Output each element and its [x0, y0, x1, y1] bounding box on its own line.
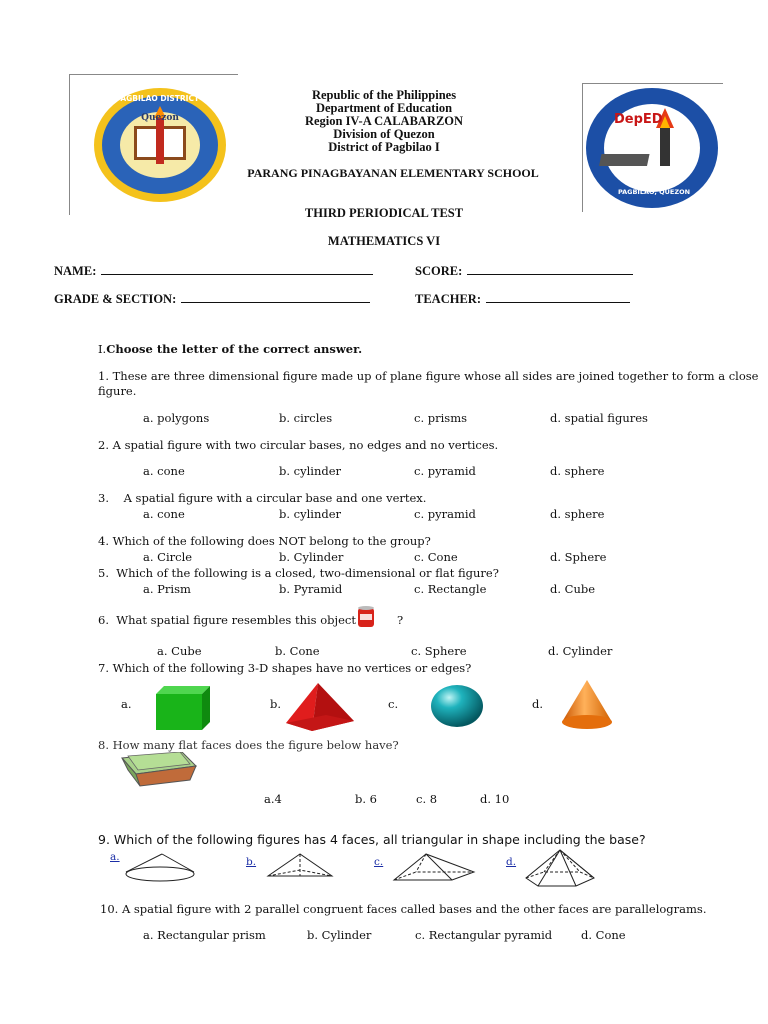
teacher-line[interactable]	[486, 292, 630, 303]
grade-section-line[interactable]	[181, 292, 370, 303]
header-line-deped: Department of Education	[315, 101, 453, 115]
question-4: 4. Which of the following does NOT belong to the group?	[98, 534, 431, 548]
q9-option-c-link[interactable]: c.	[374, 856, 384, 868]
q3-option-a[interactable]: a. cone	[143, 507, 185, 521]
q1-option-c[interactable]: c. prisms	[414, 411, 467, 425]
q4-option-b[interactable]: b. Cylinder	[279, 550, 344, 564]
q8-option-a[interactable]: a.4	[264, 792, 282, 806]
score-label: SCORE:	[415, 264, 463, 278]
question-6-end: ?	[397, 613, 404, 627]
question-7: 7. Which of the following 3-D shapes have no vertices or edges?	[98, 661, 472, 675]
orange-cone-icon[interactable]	[560, 680, 612, 730]
header-line-region: Region IV-A CALABARZON	[304, 114, 464, 128]
q8-option-d[interactable]: d. 10	[480, 792, 510, 806]
instruction-number: I.	[98, 342, 107, 356]
q1-option-d[interactable]: d. spatial figures	[550, 411, 648, 425]
q6-option-c[interactable]: c. Sphere	[411, 644, 467, 658]
q5-option-d[interactable]: d. Cube	[550, 582, 596, 596]
school-seal-bottom-text: PAGBILAO, QUEZON	[617, 188, 691, 196]
name-field[interactable]	[54, 260, 373, 279]
score-field[interactable]	[415, 260, 633, 279]
tray-figure-icon	[120, 752, 198, 788]
question-8: 8. How many flat faces does the figure below have?	[98, 738, 399, 752]
question-3: 3. A spatial figure with a circular base and one vertex.	[98, 491, 427, 505]
test-title: THIRD PERIODICAL TEST	[304, 206, 464, 220]
q7-option-a-label[interactable]: a.	[121, 697, 132, 711]
school-seal-center-text: DepED	[614, 112, 663, 127]
soda-can-icon	[354, 605, 380, 629]
instruction-text: Choose the letter of the correct answer.	[106, 342, 363, 356]
q10-option-b[interactable]: b. Cylinder	[307, 928, 372, 942]
square-pyramid-outline-icon[interactable]	[392, 852, 476, 884]
question-1-cont: figure.	[98, 384, 137, 398]
q2-option-d[interactable]: d. sphere	[550, 464, 605, 478]
score-line[interactable]	[467, 264, 633, 275]
red-pyramid-icon[interactable]	[286, 683, 354, 731]
q6-option-a[interactable]: a. Cube	[157, 644, 202, 658]
instruction	[98, 342, 362, 356]
q10-option-d[interactable]: d. Cone	[581, 928, 626, 942]
q10-option-a[interactable]: a. Rectangular prism	[143, 928, 266, 942]
green-cube-icon[interactable]	[154, 686, 212, 730]
q8-option-b[interactable]: b. 6	[355, 792, 377, 806]
q9-option-d-link[interactable]: d.	[506, 856, 517, 868]
left-seal-center-text: Quezon	[141, 113, 179, 123]
hexagonal-pyramid-outline-icon[interactable]	[524, 848, 598, 890]
q1-option-a[interactable]: a. polygons	[143, 411, 210, 425]
q5-option-a[interactable]: a. Prism	[143, 582, 191, 596]
teacher-field[interactable]	[415, 288, 630, 307]
teal-sphere-icon[interactable]	[430, 684, 484, 728]
q2-option-b[interactable]: b. cylinder	[279, 464, 342, 478]
q10-option-c[interactable]: c. Rectangular pyramid	[415, 928, 553, 942]
subject-title: MATHEMATICS VI	[327, 234, 441, 248]
q7-option-d-label[interactable]: d.	[532, 697, 544, 711]
grade-section-field[interactable]	[54, 288, 370, 307]
q4-option-c[interactable]: c. Cone	[414, 550, 458, 564]
question-6: 6. What spatial figure resembles this object	[98, 613, 356, 627]
q3-option-c[interactable]: c. pyramid	[414, 507, 476, 521]
left-seal-top-text: PAGBILAO DISTRICT I	[115, 94, 205, 103]
grade-section-label: GRADE & SECTION:	[54, 292, 177, 306]
q2-option-c[interactable]: c. pyramid	[414, 464, 476, 478]
name-line[interactable]	[101, 264, 373, 275]
q7-option-b-label[interactable]: b.	[270, 697, 282, 711]
q3-option-b[interactable]: b. cylinder	[279, 507, 342, 521]
header-line-division: Division of Quezon	[333, 127, 435, 141]
q9-option-a-link[interactable]: a.	[110, 851, 120, 863]
question-2: 2. A spatial figure with two circular bases, no edges and no vertices.	[98, 438, 499, 452]
q5-option-c[interactable]: c. Rectangle	[414, 582, 487, 596]
q4-option-d[interactable]: d. Sphere	[550, 550, 607, 564]
cone-outline-icon[interactable]	[124, 852, 196, 884]
q4-option-a[interactable]: a. Circle	[143, 550, 193, 564]
question-5: 5. Which of the following is a closed, two-dimensional or flat figure?	[98, 566, 499, 580]
q9-option-b-link[interactable]: b.	[246, 856, 257, 868]
header-line-republic: Republic of the Philippines	[311, 88, 457, 102]
question-9: 9. Which of the following figures has 4 faces, all triangular in shape including the base?	[98, 832, 646, 847]
q3-option-d[interactable]: d. sphere	[550, 507, 605, 521]
q1-option-b[interactable]: b. circles	[279, 411, 333, 425]
triangular-pyramid-outline-icon[interactable]	[264, 852, 336, 882]
question-1: 1. These are three dimensional figure made up of plane figure whose all sides are joined together to form a close	[98, 369, 759, 383]
teacher-label: TEACHER:	[415, 292, 481, 306]
q2-option-a[interactable]: a. cone	[143, 464, 185, 478]
q6-option-d[interactable]: d. Cylinder	[548, 644, 613, 658]
question-10: 10. A spatial figure with 2 parallel congruent faces called bases and the other faces are parallelograms.	[100, 902, 707, 916]
header-line-district: District of Pagbilao I	[328, 140, 440, 154]
q5-option-b[interactable]: b. Pyramid	[279, 582, 343, 596]
q7-option-c-label[interactable]: c.	[388, 697, 399, 711]
name-label: NAME:	[54, 264, 97, 278]
q8-option-c[interactable]: c. 8	[416, 792, 438, 806]
school-name: PARANG PINAGBAYANAN ELEMENTARY SCHOOL	[247, 166, 539, 180]
q6-option-b[interactable]: b. Cone	[275, 644, 320, 658]
